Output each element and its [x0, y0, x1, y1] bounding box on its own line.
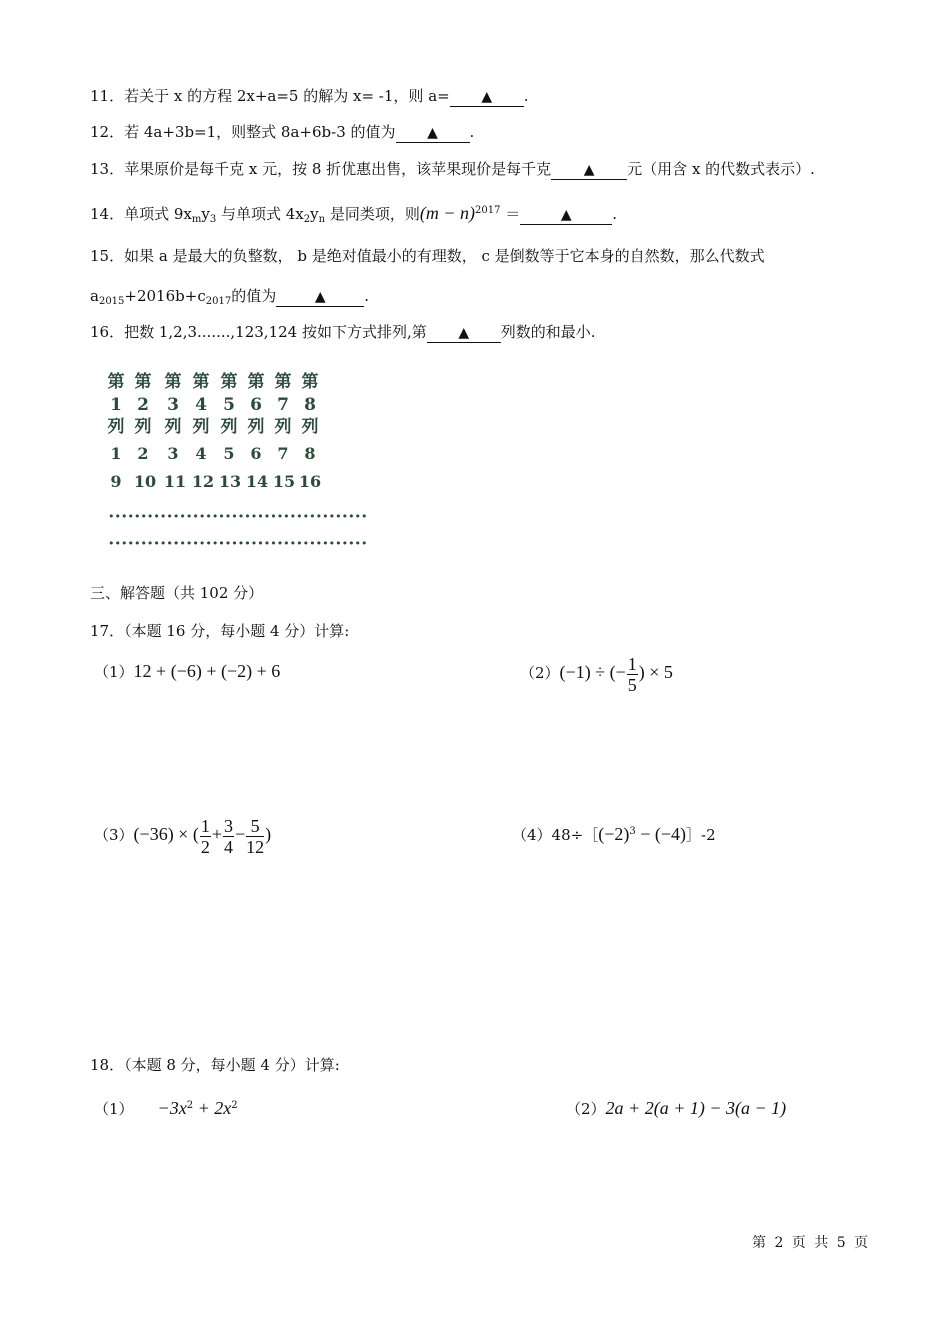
fraction: $\frac{1}{5}$ [627, 653, 637, 695]
math-expression: 2a + 2(a + 1) − 3(a − 1) [605, 1098, 787, 1118]
question-15-line2: $a_{2015}+2016b+c_{2017}$的值为 ▲ . [90, 287, 369, 307]
fraction: $\frac{1}{2}$ [200, 815, 210, 857]
fraction: $\frac{3}{4}$ [224, 815, 233, 857]
answer-blank[interactable]: ▲ [551, 162, 627, 180]
question-14: 14．单项式 $9x_my_3$ 与单项式 $4x_2y_n$ 是同类项，则$(m - n)^{2017}$ ＝ ▲ . [90, 203, 617, 225]
question-18-title: 18．（本题 8 分，每小题 4 分）计算: [90, 1056, 340, 1074]
ellipsis-row: •••••••••••••••••••••••••••••••••••••••• [108, 537, 368, 550]
answer-blank[interactable]: ▲ [427, 325, 501, 343]
answer-blank[interactable]: ▲ [396, 125, 470, 143]
question-13: 13．苹果原价是每千克 x 元，按 8 折优惠出售，该苹果现价是每千克 ▲ 元（用含 x 的代数式表示）. [90, 160, 815, 178]
math-expression: (m − n) [419, 203, 475, 223]
question-17-title: 17．（本题 16 分，每小题 4 分）计算: [90, 622, 350, 640]
answer-blank[interactable]: ▲ [450, 89, 524, 107]
question-18-part2: （2）2a + 2(a + 1) − 3(a − 1) [566, 1098, 787, 1118]
question-18-part1: $(1) -3x^2 + 2x^2$ [94, 1098, 238, 1118]
question-17-part3: （3）(−36) × ( $\frac{1}{2}$ + $\frac{3}{4}$ − $\frac{5}{12}$ ) [94, 815, 272, 857]
question-12: 12．若 4a+3b=1，则整式 8a+6b-3 的值为 ▲ . [90, 123, 475, 141]
question-17-part1: （1）12 + (−6) + (−2) + 6 [94, 661, 281, 681]
ellipsis-row: •••••••••••••••••••••••••••••••••••••••• [108, 510, 368, 523]
answer-blank[interactable]: ▲ [276, 289, 364, 307]
question-17-part4: $(4)48\div[(-2)^3$ − (−4)］-2 [512, 824, 716, 844]
page-number: 第 2 页 共 5 页 [752, 1235, 871, 1251]
answer-blank[interactable]: ▲ [520, 207, 612, 225]
math-expression: 12 + (−6) + (−2) + 6 [133, 661, 281, 681]
fraction: $\frac{5}{12}$ [246, 815, 265, 857]
question-15-line1: 15．如果 a 是最大的负整数， b 是绝对值最小的有理数， c 是倒数等于它本身的自然数，那么代数式 [90, 247, 765, 265]
question-11: 11．若关于 x 的方程 2x+a=5 的解为 x= -1，则 a= ▲ . [90, 87, 529, 105]
section-heading: 三、解答题（共 102 分） [90, 584, 264, 602]
question-16: 16．把数 1,2,3.......,123,124 按如下方式排列,第 ▲ 列数的和最小. [90, 323, 596, 341]
question-17-part2: （2）(−1) ÷ (− $\frac{1}{5}$ ) × 5 [520, 653, 673, 695]
